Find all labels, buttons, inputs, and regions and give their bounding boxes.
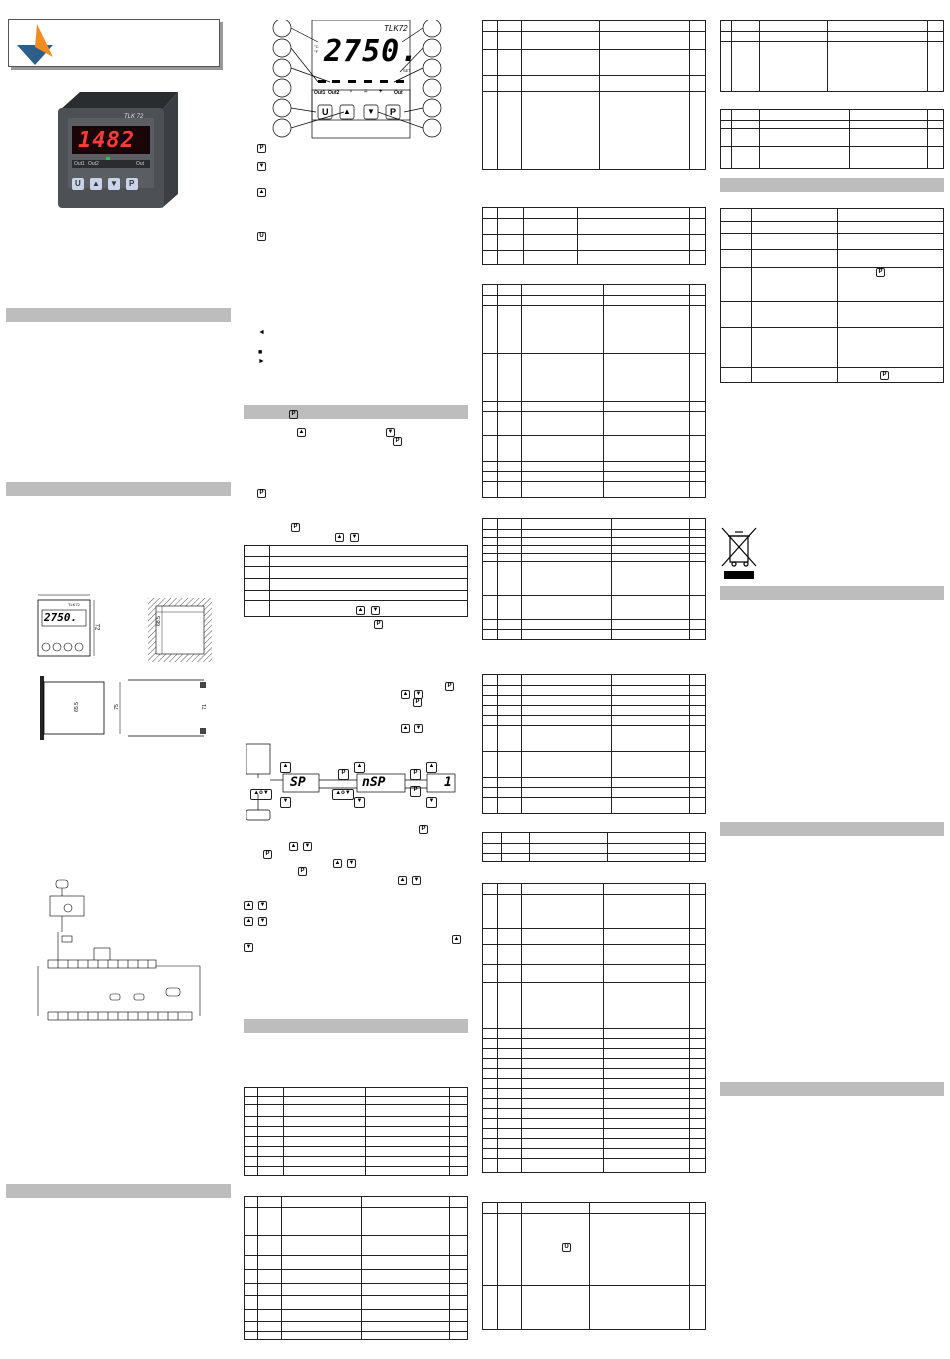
parameter-table: [482, 1202, 706, 1330]
panel-out1-label: Out1: [314, 90, 326, 96]
panel-key-down[interactable]: ▼: [367, 107, 375, 116]
inline-key-p: P: [291, 523, 300, 532]
flow-key-up-or-down: ▲o▼: [332, 789, 354, 800]
product-key-up: ▲: [92, 179, 100, 188]
section-header-bar: [720, 1082, 944, 1096]
parameter-table: [482, 674, 706, 814]
dimension-drawing-cutout: [148, 598, 212, 662]
column-4: [716, 0, 948, 1359]
product-photo: [50, 88, 182, 210]
inline-key-p: P: [298, 867, 307, 876]
parameter-table: [720, 109, 944, 169]
parameter-table: [244, 1087, 468, 1176]
flow-key-up-or-down: ▲o▼: [250, 789, 272, 800]
troubleshooting-table: [720, 208, 944, 383]
inline-key-up: ▲: [402, 725, 409, 731]
inline-key-up: ▲: [290, 843, 297, 849]
flow-step-3: 1: [444, 775, 452, 790]
section-header-bar: [244, 1019, 468, 1033]
led-left-icon: ◄: [258, 329, 265, 336]
panel-side-label: °C°F: [314, 44, 319, 54]
panel-set-label: SET: [403, 68, 411, 73]
section-header-bar: [720, 178, 944, 192]
inline-key-p: P: [413, 698, 422, 707]
inline-key-up: ▲: [334, 860, 341, 866]
column-3: [478, 0, 710, 1359]
table-key-p: P: [880, 371, 889, 380]
product-label-out2: Out2: [88, 161, 99, 167]
table-key-down: ▼: [372, 607, 379, 613]
table-key-up: ▲: [357, 607, 364, 613]
brand-logo: [15, 21, 55, 67]
inline-key-p: P: [257, 489, 266, 498]
panel-out2-label: Out2: [328, 90, 340, 96]
product-key-u: U: [75, 179, 81, 188]
panel-key-up[interactable]: ▲: [343, 107, 351, 116]
inline-key-p: P: [393, 437, 402, 446]
inline-key-up: ▲: [336, 534, 343, 540]
parameter-table: [720, 20, 944, 92]
inline-key-down: ▼: [259, 902, 266, 908]
flow-key-p: P: [410, 786, 421, 797]
inline-key-up: ▲: [245, 918, 252, 924]
parameter-table: [482, 207, 706, 265]
inline-key-p: P: [374, 620, 383, 629]
legend-key-up: ▲: [258, 189, 265, 195]
depth-height-label: 65.5: [73, 702, 80, 712]
inline-key-up: ▲: [399, 877, 406, 883]
flow-key-up: ▲: [426, 762, 437, 773]
product-display-value: 1482: [78, 128, 135, 153]
dimension-drawing-side: [28, 668, 214, 748]
column-1: [0, 0, 236, 1359]
inline-key-p: P: [289, 410, 298, 419]
dimension-drawing-front: [30, 592, 100, 660]
product-key-p: P: [129, 179, 135, 188]
product-model-label: TLK 72: [124, 114, 144, 120]
inline-key-up: ▲: [453, 936, 460, 942]
inline-key-down: ▼: [415, 725, 422, 731]
section-header-bar: [6, 308, 231, 322]
legend-key-down: ▼: [258, 163, 265, 169]
front-panel-diagram: [270, 20, 450, 140]
product-key-down: ▼: [110, 179, 118, 188]
flow-key-up: ▲: [354, 762, 365, 773]
section-header-bar: [244, 405, 468, 419]
panel-plus-label: +: [379, 89, 383, 95]
parameter-table: [482, 284, 706, 498]
wiring-diagram: [34, 876, 206, 1026]
inline-key-down: ▼: [304, 843, 311, 849]
inline-key-down: ▼: [259, 918, 266, 924]
front-height-label: 72: [93, 623, 100, 631]
inline-key-down: ▼: [348, 860, 355, 866]
section-header-bar: [720, 586, 944, 600]
cutout-height-label: 68.5: [155, 616, 162, 626]
parameter-table: [244, 1196, 468, 1340]
inline-key-down: ▼: [413, 877, 420, 883]
weee-bin-icon: [720, 526, 758, 580]
legend-key-u: U: [257, 232, 266, 241]
product-label-out1: Out1: [74, 161, 85, 167]
led-square-icon: ■: [258, 349, 263, 356]
mini-model-label: TLK72: [68, 602, 80, 607]
brand-header: [8, 19, 220, 67]
inline-key-up: ▲: [245, 902, 252, 908]
legend-key-p: P: [257, 144, 266, 153]
parameter-table: [482, 20, 706, 170]
panel-key-p[interactable]: P: [390, 107, 397, 117]
parameter-table: [482, 832, 706, 862]
product-label-out: Out: [136, 161, 145, 167]
menu-flow-diagram: [246, 742, 466, 824]
inline-key-down: ▼: [415, 691, 422, 697]
panel-minus-label: -: [350, 89, 352, 95]
flow-key-down: ▼: [426, 797, 437, 808]
panel-out-label: Out: [394, 90, 403, 96]
inline-key-down: ▼: [245, 944, 252, 950]
inline-key-p: P: [419, 825, 428, 834]
section-header-bar: [6, 482, 231, 496]
inline-key-p: P: [445, 682, 454, 691]
parameter-table: [482, 883, 706, 1173]
mini-display-value: 2750.: [44, 611, 78, 624]
inline-key-down: ▼: [351, 534, 358, 540]
flow-step-1: SP: [290, 775, 306, 790]
side-a-label: 75: [113, 704, 120, 710]
table-key-u: U: [562, 1243, 571, 1252]
table-key-p: P: [876, 268, 885, 277]
flow-step-2: nSP: [362, 775, 386, 790]
inline-key-up: ▲: [402, 691, 409, 697]
panel-display-value: 2750.: [324, 34, 420, 69]
inline-key-p: P: [263, 850, 272, 859]
panel-equal-label: =: [364, 89, 368, 95]
panel-key-u[interactable]: U: [322, 107, 329, 117]
flow-key-down: ▼: [354, 797, 365, 808]
section-header-bar: [6, 1184, 231, 1198]
led-right-icon: ►: [258, 358, 265, 365]
flow-key-down: ▼: [280, 797, 291, 808]
flow-key-up: ▲: [280, 762, 291, 773]
side-b-label: 71: [201, 704, 208, 710]
panel-model-label: TLK72: [384, 24, 408, 33]
flow-key-p: P: [338, 769, 349, 780]
inline-key-down: ▼: [387, 429, 394, 435]
flow-key-p: P: [410, 769, 421, 780]
inline-key-up: ▲: [298, 429, 305, 435]
parameter-table: [482, 518, 706, 640]
section-header-bar: [720, 822, 944, 836]
column-2: [240, 0, 472, 1359]
